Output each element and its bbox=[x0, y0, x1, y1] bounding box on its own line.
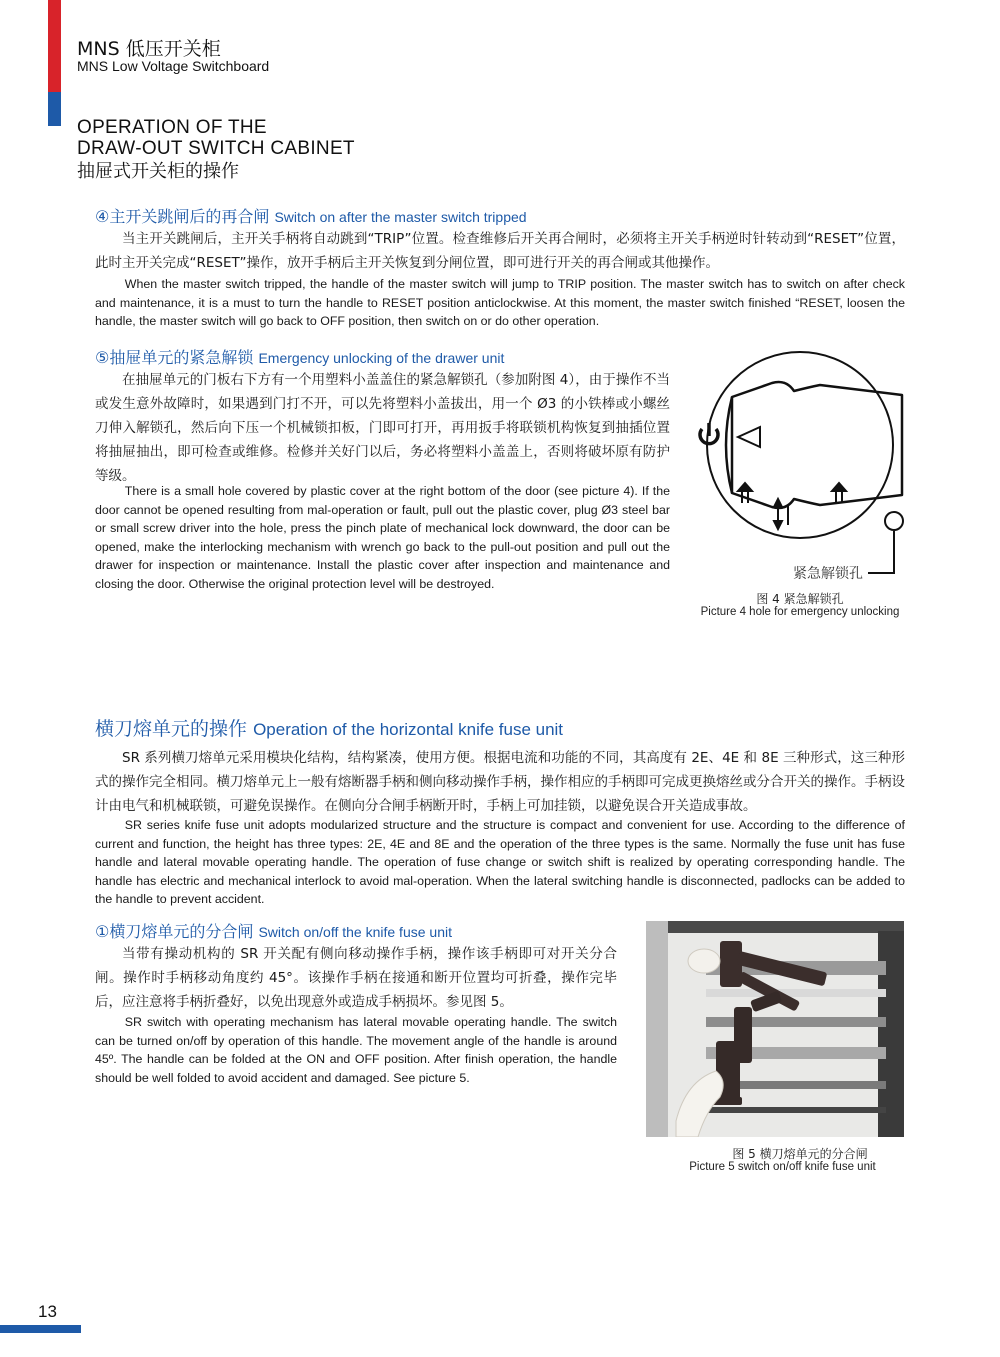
section4-text-cn: 当主开关跳闸后，主开关手柄将自动跳到“TRIP”位置。检查维修后开关再合闸时，必须将主开关手柄逆时针转动到“RESET”位置，此时主开关完成“RESET”操作，放开手柄后主开关恢复到分闸位置，即可进行开关的再合闸或其他操作。 bbox=[95, 231, 905, 271]
knife-section-heading-cn: 横刀熔单元的操作 bbox=[95, 718, 248, 740]
header-title-cn: MNS 低压开关柜 bbox=[77, 38, 221, 60]
cabinet-left-frame bbox=[646, 921, 668, 1137]
section4-heading-en: Switch on after the master switch tripped bbox=[274, 209, 527, 225]
emergency-hole-circle bbox=[885, 512, 903, 530]
page-number: 13 bbox=[38, 1302, 57, 1321]
section1-heading-cn: ①横刀熔单元的分合闸 bbox=[95, 922, 254, 941]
page-title bbox=[77, 117, 355, 159]
page-title-cn: 抽屉式开关柜的操作 bbox=[77, 161, 239, 182]
section5-heading bbox=[95, 345, 504, 368]
section5-text-cn: 在抽屉单元的门板右下方有一个用塑料小盖盖住的紧急解锁孔（参加附图 4），由于操作不当或发生意外故障时，如果遇到门打不开，可以先将塑料小盖拔出，用一个 Ø3 的小铁棒或小螺丝刀伸入解锁孔，然后向下压一个机械锁扣板，门即可打开，再用扳手将联锁机构恢复到抽插位置将抽屉抽出，即可检查或维修。检修并关好门以后，务必将塑料小盖盖上，否则将破坏原有防护等级。 bbox=[95, 372, 670, 484]
section1-heading bbox=[95, 919, 452, 942]
section4-heading bbox=[95, 204, 527, 227]
knife-section-text-cn: SR 系列横刀熔单元采用模块化结构，结构紧凑，使用方便。根据电流和功能的不同，其高度有 2E、4E 和 8E 三种形式，这三种形式的操作完全相同。横刀熔单元上一般有熔断器手柄和侧向移动操作手柄，操作相应的手柄即可完成更换熔丝或分合开关的操作。手柄设计由电气和机械联锁，可避免误操作。在侧向分合闸手柄断开时，手柄上可加挂锁，以避免误合开关造成事故。 bbox=[95, 750, 905, 814]
up-down-arrow-icon bbox=[774, 499, 788, 529]
header-title-en: MNS Low Voltage Switchboard bbox=[77, 58, 270, 74]
handle-dial-circle bbox=[707, 352, 893, 538]
glove-upper bbox=[688, 949, 720, 973]
header-red-bar bbox=[48, 0, 61, 92]
section1-text-en: SR switch with operating mechanism has lateral movable operating handle. The switch can be turned on/off by operation of this handle. The movement angle of the handle is around 45º. The handle can be folded at the ON and OFF position. After finish operation, the handle should be well folded to avoid accident and damaged. See picture 5. bbox=[95, 1015, 617, 1085]
right-arrow-icon bbox=[832, 483, 846, 503]
figure5-photo bbox=[646, 921, 904, 1137]
figure4-caption-en: Picture 4 hole for emergency unlocking bbox=[700, 606, 900, 618]
figure4-caption-cn: 图 4 紧急解锁孔 bbox=[756, 592, 844, 606]
figure4-handle-diagram bbox=[690, 345, 910, 585]
figure5-caption-cn: 图 5 横刀熔单元的分合闸 bbox=[732, 1147, 868, 1161]
page-title-line2: DRAW-OUT SWITCH CABINET bbox=[77, 138, 355, 159]
knife-section-heading bbox=[95, 714, 563, 741]
section5-text-en: There is a small hole covered by plastic cover at the right bottom of the door (see picture 4). If the door cannot be opened resulting from mal-operation or fault, pull out the plastic cover, plug Ø3 steel bar or small screw driver into the hole, press the pinch plate of mechanical lock downward, the door can be opened, make the interlocking mechanism with wrench go back to the pull-out position and pull out the drawer for inspection or maintenance. Install the plastic cover after inspection and maintenance and closing the door. Otherwise the original protection level will be destroyed. bbox=[95, 484, 670, 591]
emergency-hole-leader bbox=[868, 531, 894, 573]
direction-triangle bbox=[738, 427, 760, 447]
section4-text-en: When the master switch tripped, the handle of the master switch will jump to TRIP position. The master switch has to switch on after check and maintenance, it is a must to turn the handle to RESET position anticlockwise. At this moment, the master switch finished “RESET, loosen the handle, the master switch will go back to OFF position, then switch on or do other operation. bbox=[95, 277, 905, 329]
power-icon bbox=[700, 423, 718, 444]
footer-blue-bar bbox=[0, 1325, 81, 1333]
cabinet-top-rail bbox=[646, 921, 904, 933]
figure5-caption-en: Picture 5 switch on/off knife fuse unit bbox=[689, 1161, 876, 1173]
knife-section-text-en: SR series knife fuse unit adopts modularized structure and the structure is compact and convenient for use. According to the difference of current and function, the height has three types: 2E, 4E and 8E and the operation of the three types is the same. Normally the fuse unit has fuse handle and lateral movable operating handle. The operation of fuse change or switch shift is realized by operating corresponding handle. The handle has electric and mechanical interlock to avoid mal-operation. When the lateral switching handle is disconnected, padlocks can be added to the handle to prevent accident. bbox=[95, 818, 905, 907]
section5-heading-en: Emergency unlocking of the drawer unit bbox=[258, 350, 505, 366]
header-blue-bar bbox=[48, 92, 61, 126]
figure4-label: 紧急解锁孔 bbox=[793, 566, 863, 582]
page-title-line1: OPERATION OF THE bbox=[77, 117, 267, 138]
rail-2 bbox=[706, 989, 886, 997]
base-bar bbox=[686, 1107, 886, 1113]
section5-heading-cn: ⑤抽屉单元的紧急解锁 bbox=[95, 348, 254, 367]
section4-heading-cn: ④主开关跳闸后的再合闸 bbox=[95, 207, 270, 226]
section1-heading-en: Switch on/off the knife fuse unit bbox=[258, 924, 452, 940]
section1-text-cn: 当带有操动机构的 SR 开关配有侧向移动操作手柄，操作该手柄即可对开关分合闸。操作时手柄移动角度约 45°。该操作手柄在接通和断开位置均可折叠，操作完毕后，应注意将手柄折叠好，以免出现意外或造成手柄损坏。参见图 5。 bbox=[95, 946, 617, 1010]
rail-3 bbox=[706, 1017, 886, 1027]
knife-section-heading-en: Operation of the horizontal knife fuse unit bbox=[253, 720, 564, 739]
